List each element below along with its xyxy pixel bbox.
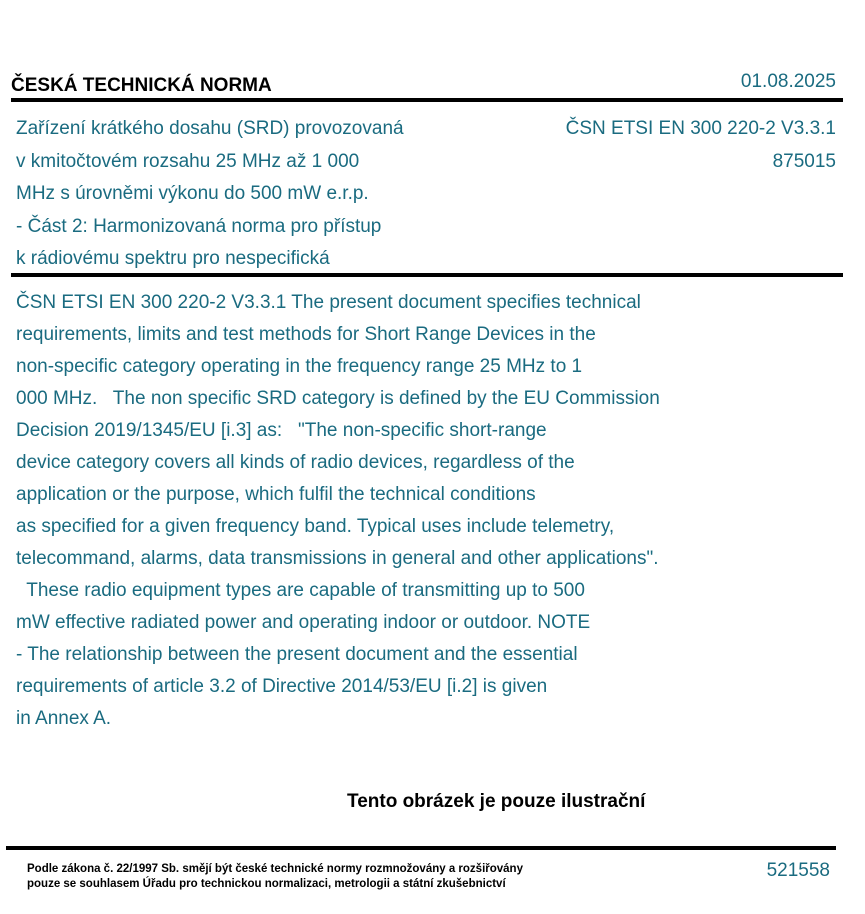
legal-line: Podle zákona č. 22/1997 Sb. smějí být české technické normy rozmnožovány a rozšiřovány (27, 863, 523, 875)
designation-code: ČSN ETSI EN 300 220-2 V3.3.1 (565, 118, 836, 139)
standard-type-heading: ČESKÁ TECHNICKÁ NORMA (11, 75, 272, 96)
abstract-line: Decision 2019/1345/EU [i.3] as: "The non-specific short-range (16, 420, 547, 441)
abstract-line: application or the purpose, which fulfil the technical conditions (16, 484, 536, 505)
title-line: v kmitočtovém rozsahu 25 MHz až 1 000 (16, 150, 360, 172)
abstract-line: - The relationship between the present document and the essential (16, 644, 578, 665)
standard-title (16, 113, 486, 276)
title-line: Zařízení krátkého dosahu (SRD) provozovaná (16, 118, 404, 139)
title-line: MHz s úrovněmi výkonu do 500 mW e.r.p. (16, 183, 369, 204)
legal-notice (27, 862, 523, 892)
document-number: 521558 (766, 860, 830, 881)
abstract-line: ČSN ETSI EN 300 220-2 V3.3.1 The present document specifies technical (16, 292, 641, 313)
abstract-line: device category covers all kinds of radio devices, regardless of the (16, 452, 575, 473)
title-line: k rádiovému spektru pro nespecifická (16, 248, 330, 269)
illustration-disclaimer: Tento obrázek je pouze ilustrační (347, 791, 646, 812)
header-divider (11, 98, 843, 102)
abstract-line: requirements, limits and test methods for Short Range Devices in the (16, 324, 596, 345)
abstract-line: telecommand, alarms, data transmissions in general and other applications". (16, 548, 659, 569)
abstract-line: in Annex A. (16, 708, 112, 729)
publication-date: 01.08.2025 (740, 71, 836, 92)
abstract-line: non-specific category operating in the frequency range 25 MHz to 1 (16, 356, 583, 377)
title-line: - Část 2: Harmonizovaná norma pro přístup (16, 215, 382, 237)
legal-line: pouze se souhlasem Úřadu pro technickou normalizaci, metrologii a státní zkušebnictví (27, 878, 506, 890)
abstract-line: mW effective radiated power and operating indoor or outdoor. NOTE (16, 612, 591, 633)
footer-divider (6, 846, 836, 850)
abstract-text (16, 287, 816, 735)
catalog-number: 875015 (772, 150, 836, 172)
standard-designation (566, 113, 836, 178)
abstract-line: requirements of article 3.2 of Directive 2014/53/EU [i.2] is given (16, 676, 548, 697)
title-divider (11, 273, 843, 277)
abstract-line: 000 MHz. The non specific SRD category is defined by the EU Commission (16, 388, 660, 409)
abstract-line: These radio equipment types are capable of transmitting up to 500 (16, 580, 585, 601)
abstract-line: as specified for a given frequency band. Typical uses include telemetry, (16, 516, 615, 537)
